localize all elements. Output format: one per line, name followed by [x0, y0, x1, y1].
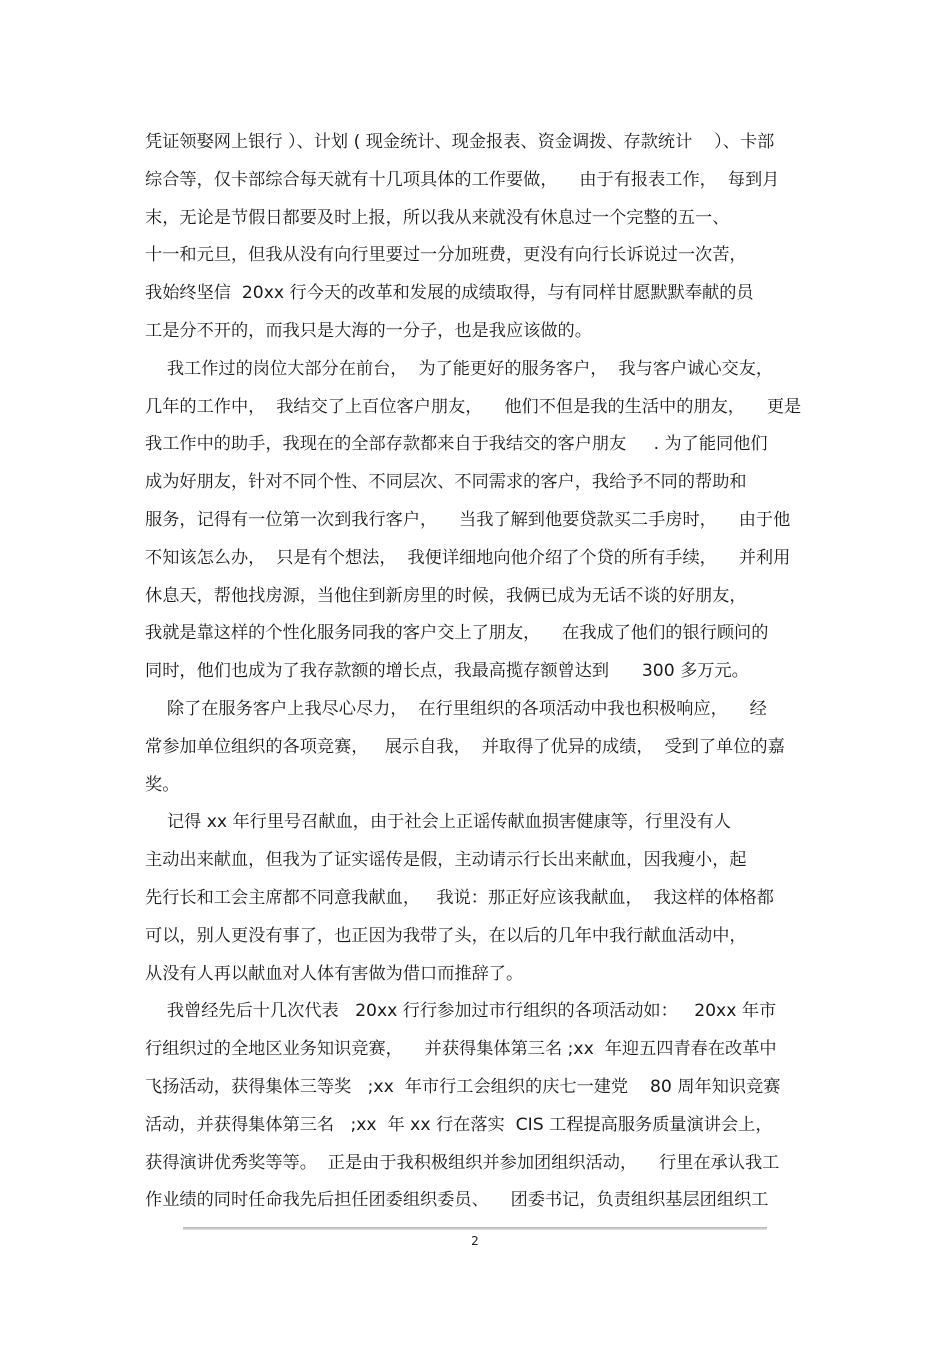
text-line: 成为好朋友，针对不同个性、不同层次、不同需求的客户，我给予不同的帮助和 [145, 472, 747, 493]
text-line: 我就是靠这样的个性化服务同我的客户交上了朋友， 在我成了他们的银行顾问的 [145, 623, 769, 644]
text-line: 同时，他们也成为了我存款额的增长点，我最高揽存额曾达到 300 多万元。 [145, 661, 749, 682]
text-line: 我工作中的助手，我现在的全部存款都来自于我结交的客户朋友 . 为了能同他们 [145, 434, 768, 455]
text-line: 先行长和工会主席都不同意我献血， 我说：那正好应该我献血， 我这样的体格都 [145, 887, 774, 908]
page-number: 2 [471, 1234, 479, 1248]
text-line: 从没有人再以献血对人体有害做为借口而推辞了。 [145, 963, 524, 984]
text-line: 行组织过的全地区业务知识竞赛， 并获得集体第三名 ;xx 年迎五四青春在改革中 [145, 1039, 777, 1060]
text-line: 获得演讲优秀奖等等。 正是由于我积极组织并参加团组织活动， 行里在承认我工 [145, 1152, 780, 1173]
text-line: 常参加单位组织的各项竞赛， 展示自我， 并取得了优异的成绩， 受到了单位的嘉 [145, 736, 785, 757]
text-line: 服务，记得有一位第一次到我行客户， 当我了解到他要贷款买二手房时， 由于他 [145, 509, 791, 530]
text-line: 几年的工作中， 我结交了上百位客户朋友， 他们不但是我的生活中的朋友， 更是 [145, 396, 802, 417]
text-line: 末，无论是节假日都要及时上报，所以我从来就没有休息过一个完整的五一、 [145, 207, 730, 228]
body-text [145, 124, 810, 1220]
text-line: 我工作过的岗位大部分在前台， 为了能更好的服务客户， 我与客户诚心交友， [145, 358, 774, 379]
text-line: 工是分不开的，而我只是大海的一分子，也是我应该做的。 [145, 320, 592, 341]
text-line: 我始终坚信 20xx 行今天的改革和发展的成绩取得，与有同样甘愿默默奉献的员 [145, 283, 754, 304]
text-line: 十一和元旦，但我从没有向行里要过一分加班费，更没有向行长诉说过一次苦， [145, 245, 747, 266]
text-line: 记得 xx 年行里号召献血，由于社会上正谣传献血损害健康等，行里没有人 [145, 812, 731, 833]
text-line: 除了在服务客户上我尽心尽力， 在行里组织的各项活动中我也积极响应， 经 [145, 698, 767, 719]
text-line: 休息天，帮他找房源，当他住到新房里的时候，我俩已成为无话不谈的好朋友， [145, 585, 747, 606]
footer-divider [183, 1227, 767, 1230]
text-line: 作业绩的同时任命我先后担任团委组织委员、 团委书记，负责组织基层团组织工 [145, 1190, 769, 1211]
text-line: 凭证领娶网上银行 ）、计划 ( 现金统计、现金报表、资金调拨、存款统计 ）、卡部 [145, 132, 775, 152]
text-line: 主动出来献血，但我为了证实谣传是假，主动请示行长出来献血，因我瘦小，起 [145, 850, 747, 871]
text-line: 我曾经先后十几次代表 20xx 行行参加过市行组织的各项活动如： 20xx 年市 [145, 1001, 777, 1022]
text-line: 活动，并获得集体第三名 ;xx 年 xx 行在落实 CIS 工程提高服务质量演讲会上， [145, 1114, 773, 1135]
text-line: 不知该怎么办， 只是有个想法， 我便详细地向他介绍了个贷的所有手续， 并利用 [145, 547, 791, 568]
text-line: 可以，别人更没有事了，也正因为我带了头，在以后的几年中我行献血活动中， [145, 925, 747, 946]
text-line: 奖。 [145, 774, 180, 795]
text-line: 综合等，仅卡部综合每天就有十几项具体的工作要做， 由于有报表工作， 每到月 [145, 169, 780, 190]
text-line: 飞扬活动，获得集体三等奖 ;xx 年市行工会组织的庆七一建党 80 周年知识竞赛 [145, 1076, 781, 1097]
